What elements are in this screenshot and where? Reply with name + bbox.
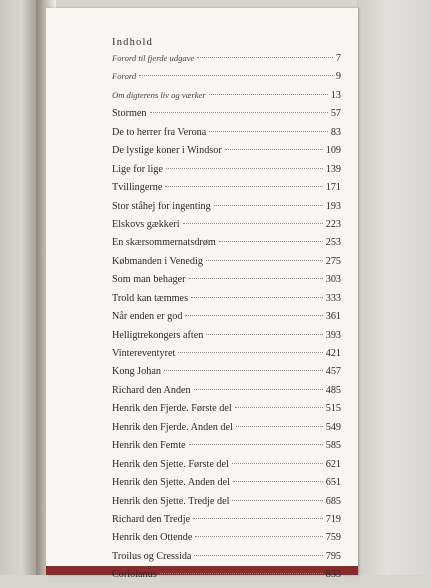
toc-entry-page-number: 193 [325,200,341,212]
toc-entry-title: Henrik den Sjette. Første del [112,458,229,470]
toc-entry-page-number: 457 [325,366,341,378]
toc-heading: Indhold [112,37,154,48]
toc-entry [112,90,341,108]
dot-leader [193,518,323,519]
dot-leader [197,57,333,58]
toc-entry-title: Henrik den Sjette. Anden del [112,477,230,489]
toc-entry [112,551,341,569]
dot-leader [236,426,323,427]
toc-entry [112,440,341,458]
toc-entry-page-number: 549 [325,421,341,433]
book-cover-right [357,0,431,575]
toc-entry-title: Coriolanus [112,569,157,581]
toc-entry-page-number: 57 [330,108,341,120]
toc-entry [112,496,341,514]
dot-leader [178,352,322,353]
dot-leader [160,573,323,574]
dot-leader [189,444,323,445]
toc-entry-page-number: 421 [325,348,341,359]
toc-entry-page-number: 719 [325,513,341,525]
dot-leader [219,241,323,242]
toc-entry [112,53,341,71]
toc-entry-title: Henrik den Fjerde. Anden del [112,421,233,433]
dot-leader [233,481,323,482]
toc-entry-page-number: 485 [325,384,341,396]
toc-entry [112,459,341,477]
dot-leader [206,334,322,335]
dot-leader [194,389,323,390]
dot-leader [195,536,322,537]
dot-leader [214,205,323,206]
dot-leader [235,407,323,408]
toc-entry-title: De to herrer fra Verona [112,126,207,138]
dot-leader [209,131,328,132]
toc-entry-title: Kong Johan [112,366,161,378]
toc-entry [112,532,341,550]
toc-entry [112,514,341,532]
toc-entry-page-number: 7 [335,53,341,64]
dot-leader [165,186,322,187]
dot-leader [232,463,323,464]
toc-entry [112,569,341,587]
toc-entry-page-number: 621 [325,458,341,470]
toc-entry-page-number: 253 [325,237,341,249]
dot-leader [225,149,323,150]
dot-leader [194,555,322,556]
dot-leader [139,75,333,76]
toc-entry-page-number: 651 [325,477,341,489]
toc-entry-title: Richard den Anden [112,384,191,396]
toc-entry-page-number: 585 [325,440,341,452]
toc-entry [112,108,341,126]
toc-entry-page-number: 109 [325,145,341,157]
toc-entry-title: Henrik den Ottende [112,532,193,544]
toc-entry [112,385,341,403]
dot-leader [164,370,323,371]
toc-entry-title: Tvillingerne [112,182,163,194]
toc-entry-title: Elskovs gækkeri [112,218,180,230]
toc-entry [112,274,341,292]
table-of-contents [112,53,341,588]
toc-entry-page-number: 759 [325,532,341,544]
toc-entry [112,71,341,89]
toc-entry-page-number: 223 [325,218,341,230]
toc-entry [112,256,341,274]
toc-entry [112,127,341,145]
dot-leader [206,260,323,261]
toc-entry [112,293,341,311]
toc-entry-page-number: 393 [325,329,341,341]
toc-entry-title: Henrik den Femte [112,440,186,452]
toc-entry-title: Som man behager [112,274,186,286]
toc-entry-title: Lige for lige [112,163,163,175]
toc-entry-title: Forord [112,71,137,82]
toc-entry-page-number: 171 [325,182,341,194]
dot-leader [191,297,323,298]
toc-entry-page-number: 833 [325,569,341,581]
toc-entry-title: Forord til fjerde udgave [112,53,195,63]
toc-entry-title: De lystige koner i Windsor [112,145,222,157]
toc-entry [112,403,341,421]
toc-entry-title: Trold kan tæmmes [112,292,189,304]
dot-leader [150,112,328,113]
dot-leader [209,94,328,95]
toc-entry-page-number: 515 [325,403,341,415]
toc-entry-title: Henrik den Fjerde. Første del [112,403,232,415]
dot-leader [232,500,322,501]
toc-entry [112,164,341,182]
dot-leader [166,168,323,169]
toc-entry-title: Stormen [112,108,147,120]
toc-entry-page-number: 361 [325,311,341,323]
toc-entry-page-number: 333 [325,292,341,304]
toc-entry-page-number: 275 [325,255,341,267]
toc-entry-title: Om digterens liv og værker [112,89,206,100]
toc-entry [112,182,341,200]
toc-entry [112,366,341,384]
toc-entry [112,348,341,366]
toc-entry-title: En skærsommernatsdrøm [112,237,216,249]
toc-entry [112,145,341,163]
toc-entry-title: Troilus og Cressida [112,550,192,562]
toc-entry [112,330,341,348]
dot-leader [185,315,322,316]
book-cover-left [0,0,36,575]
toc-entry [112,422,341,440]
toc-entry-page-number: 685 [325,495,341,507]
toc-entry [112,477,341,495]
toc-entry-page-number: 303 [325,274,341,286]
toc-entry-page-number: 795 [325,550,341,562]
toc-entry-title: Stor ståhej for ingenting [112,200,211,212]
toc-entry-page-number: 83 [330,126,341,138]
toc-entry-title: Richard den Tredje [112,513,191,525]
toc-entry-title: Henrik den Sjette. Tredje del [112,495,230,507]
toc-entry-title: Når enden er god [112,311,183,323]
toc-entry-page-number: 9 [335,71,341,83]
toc-entry-title: Købmanden i Venedig [112,255,203,267]
toc-entry [112,219,341,237]
toc-entry [112,311,341,329]
dot-leader [183,223,323,224]
dot-leader [189,278,323,279]
toc-entry [112,201,341,219]
toc-entry-page-number: 13 [330,89,341,101]
toc-entry [112,237,341,255]
toc-entry-title: Helligtrekongers aften [112,329,204,341]
toc-entry-title: Vintereventyret [112,348,176,359]
toc-entry-page-number: 139 [325,163,341,175]
